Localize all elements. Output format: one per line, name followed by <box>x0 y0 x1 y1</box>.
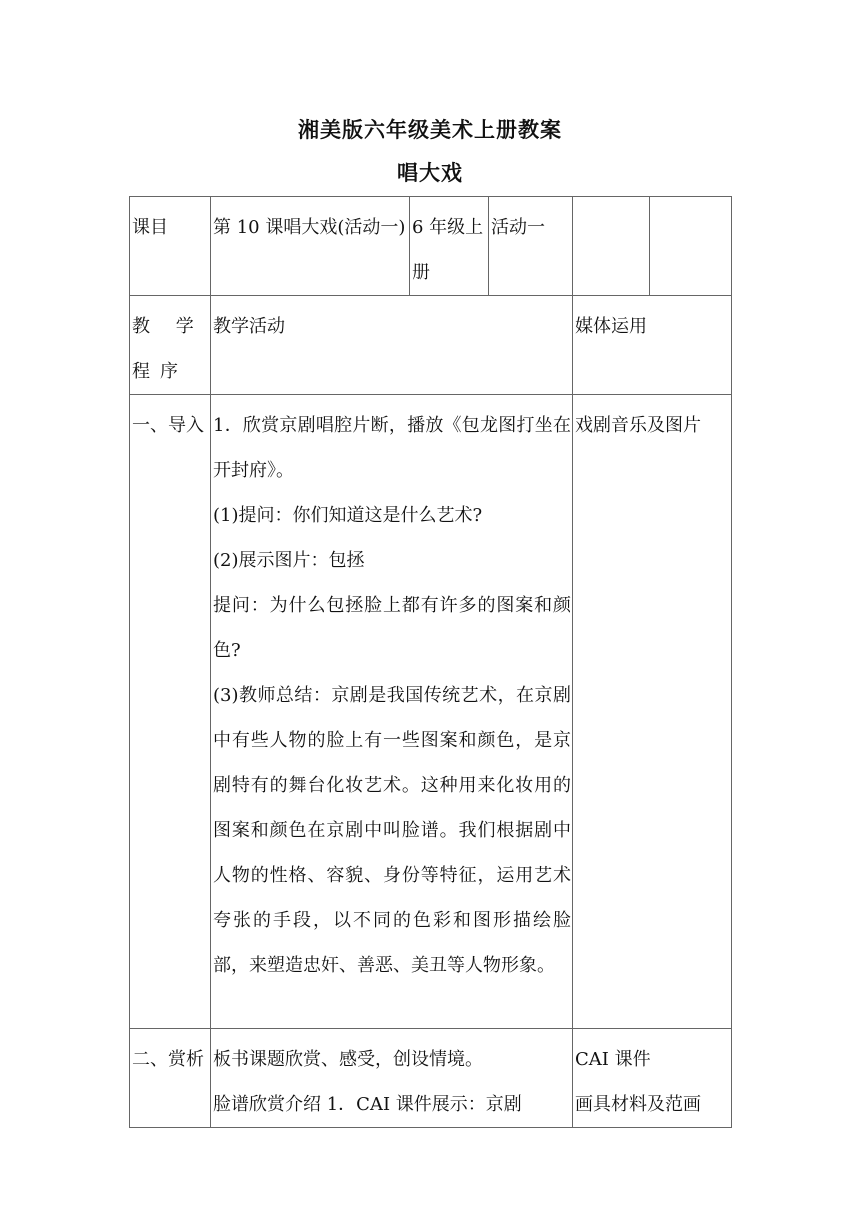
table-row-introduction <box>130 395 732 1029</box>
empty-cell-1 <box>573 197 650 296</box>
table-row-appreciation <box>130 1029 732 1128</box>
table-row-header <box>130 197 732 296</box>
intro-activity-cell <box>211 395 573 1029</box>
course-label-cell: 课目 <box>130 197 211 296</box>
empty-cell-2 <box>650 197 732 296</box>
intro-media-cell: 戏剧音乐及图片 <box>573 395 732 1029</box>
intro-line-1: 1．欣赏京剧唱腔片断，播放《包龙图打坐在开封府》。 <box>213 415 571 481</box>
document-title: 湘美版六年级美术上册教案 <box>298 118 562 142</box>
appreciation-label-cell: 二、赏析 <box>130 1029 211 1128</box>
intro-line-3: (2)展示图片：包拯 <box>213 550 365 571</box>
lesson-title: 唱大戏 <box>397 161 463 185</box>
intro-line-5: (3)教师总结：京剧是我国传统艺术，在京剧中有些人物的脸上有一些图案和颜色，是京剧特有的舞台化妆艺术。这种用来化妆用的图案和颜色在京剧中叫脸谱。我们根据剧中人物的性格、容貌、身份等特征，运用艺术夸张的手段，以不同的色彩和图形描绘脸部，来塑造忠奸、善恶、美丑等人物形象。 <box>213 685 571 976</box>
media-item-cai: CAI 课件 <box>575 1049 651 1070</box>
intro-line-2: (1)提问：你们知道这是什么艺术? <box>213 505 483 526</box>
intro-line-4: 提问：为什么包拯脸上都有许多的图案和颜色? <box>213 595 571 661</box>
activity-cell: 活动一 <box>489 197 573 296</box>
media-header: 媒体运用 <box>573 296 732 395</box>
appreciation-line-2: 脸谱欣赏介绍 1．CAI 课件展示：京剧 <box>213 1094 522 1115</box>
intro-label-cell: 一、导入 <box>130 395 211 1029</box>
teaching-activity-header: 教学活动 <box>211 296 573 395</box>
media-item-materials: 画具材料及范画 <box>575 1094 701 1115</box>
procedure-label-cell: 教 学 程序 <box>130 296 211 395</box>
lesson-plan-table <box>129 196 732 1128</box>
appreciation-media-cell <box>573 1029 732 1128</box>
appreciation-activity-cell <box>211 1029 573 1128</box>
grade-cell: 6 年级上册 <box>410 197 489 296</box>
table-row-procedure <box>130 296 732 395</box>
course-name-cell: 第 10 课唱大戏(活动一) <box>211 197 410 296</box>
appreciation-line-1: 板书课题欣赏、感受，创设情境。 <box>213 1049 483 1070</box>
